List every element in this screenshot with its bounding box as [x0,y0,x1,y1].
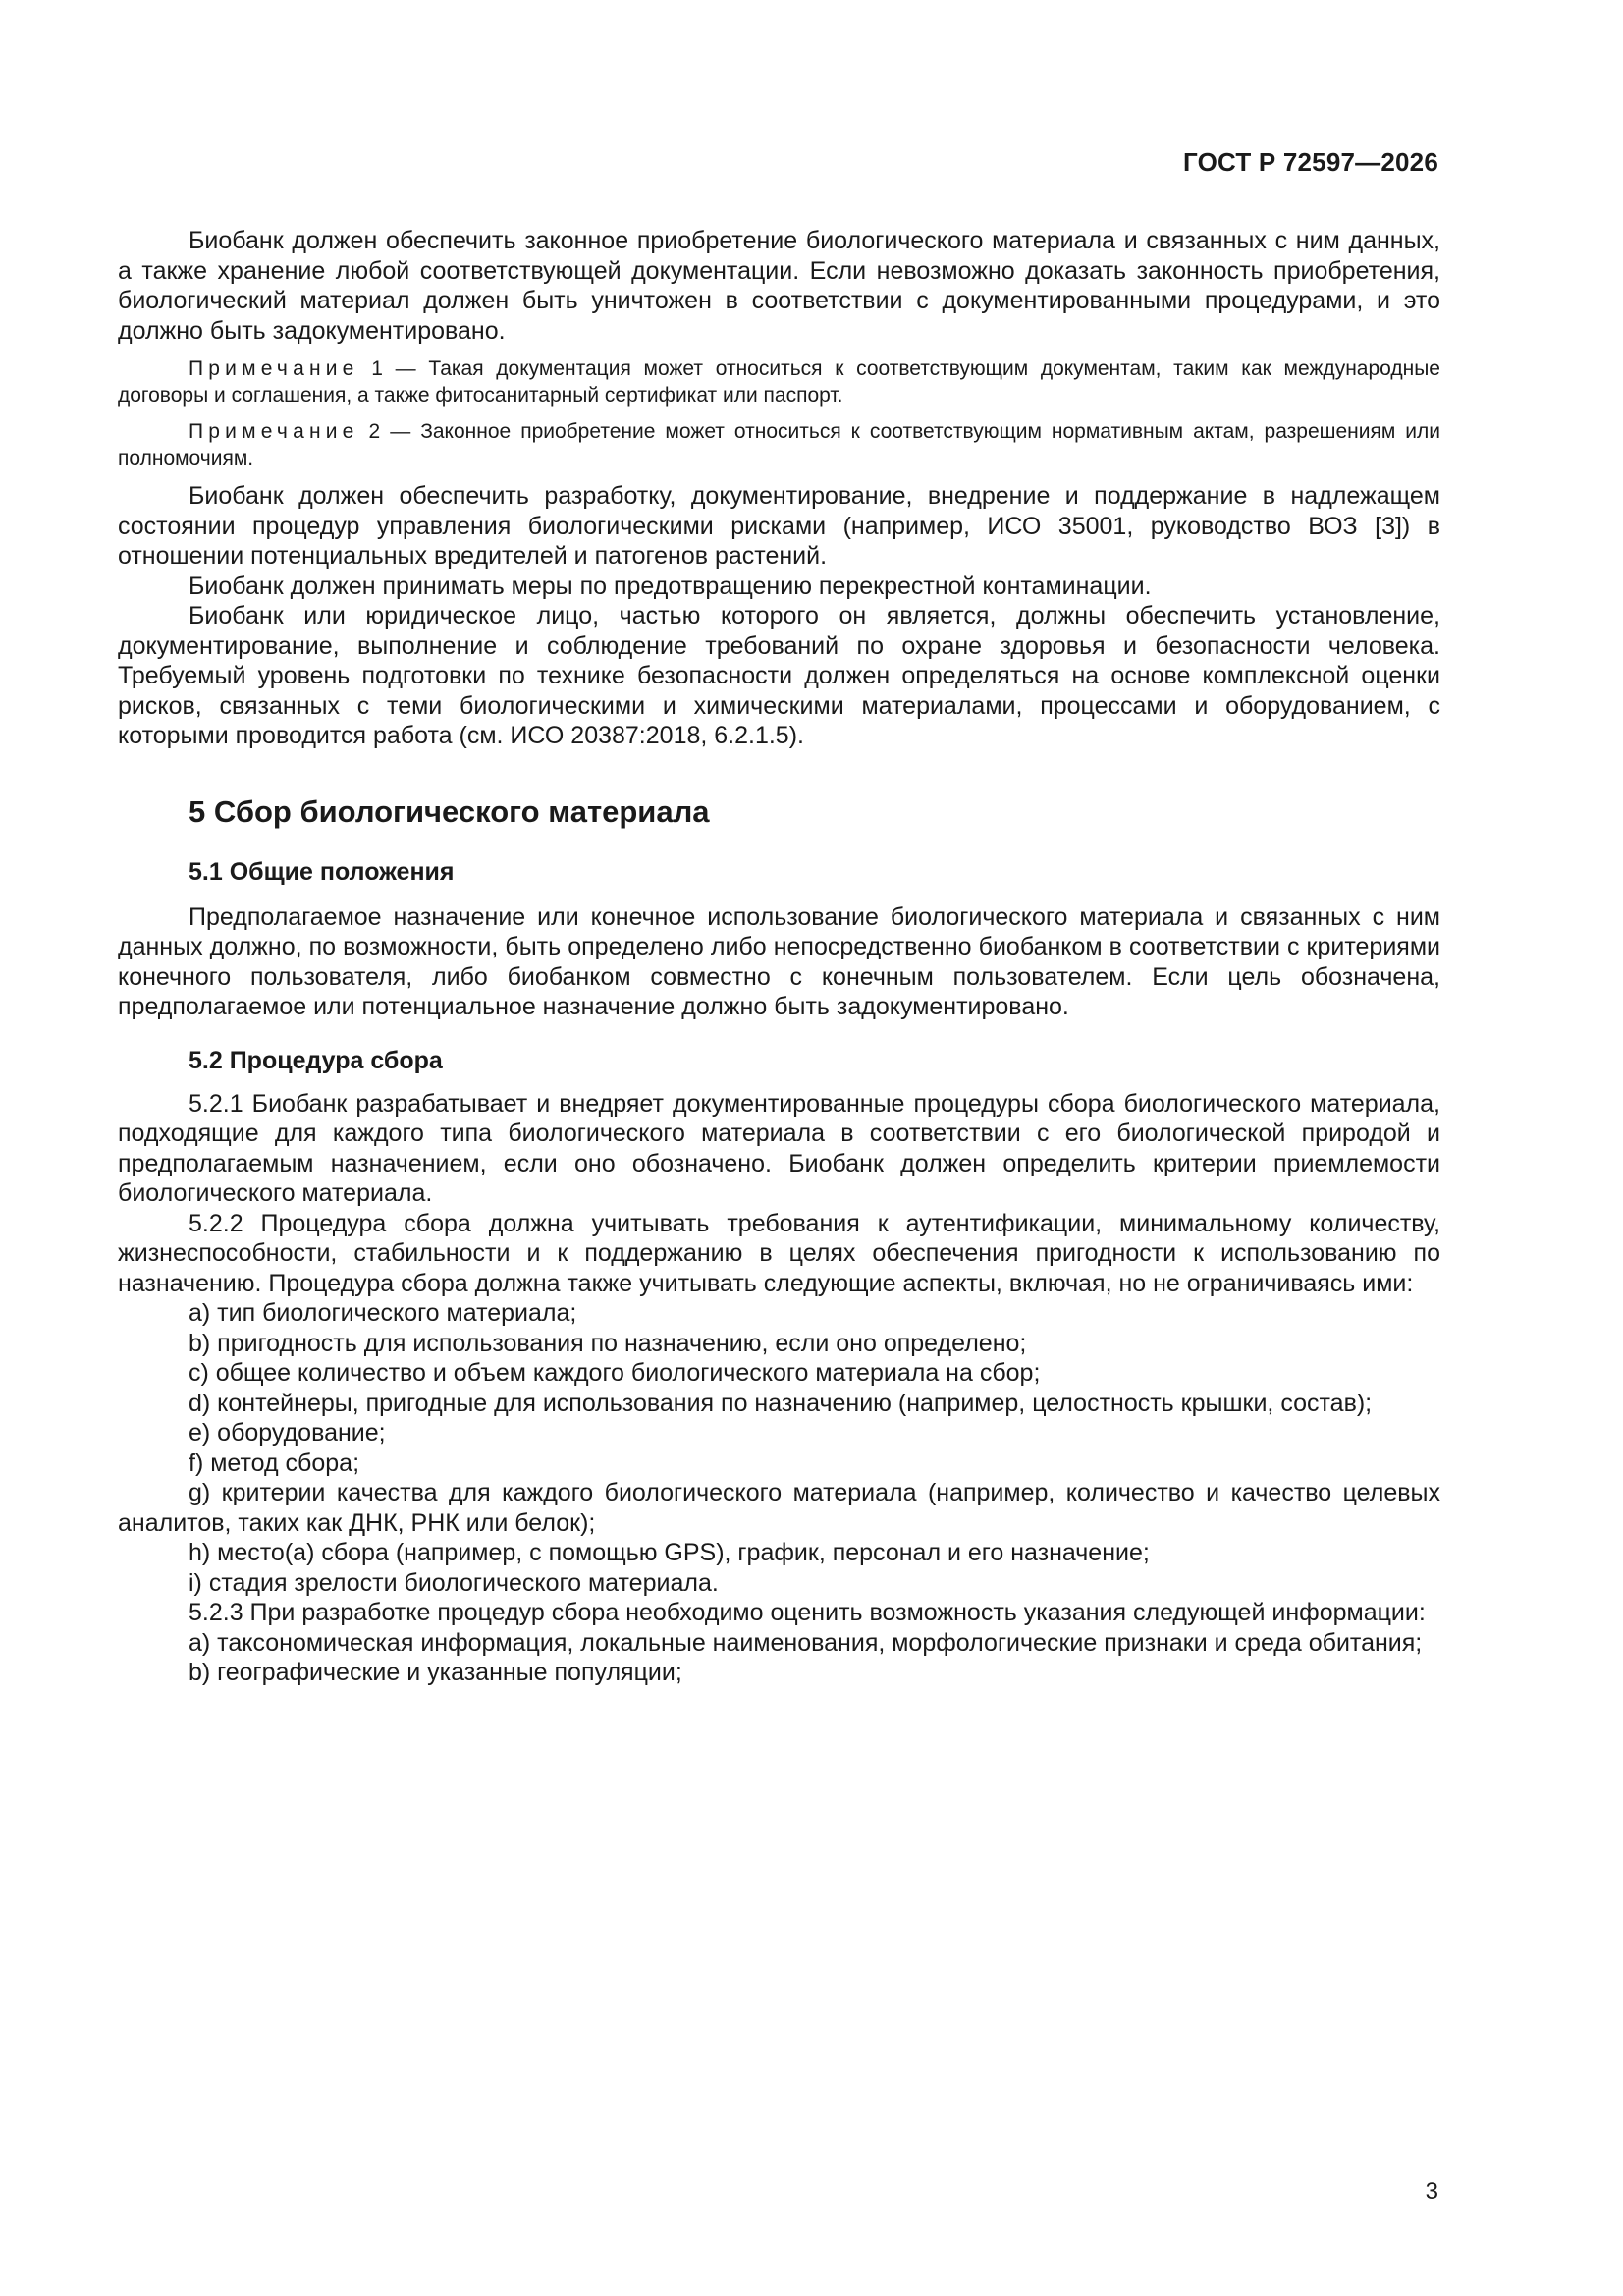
list-item: i) стадия зрелости биологического материала. [189,1568,719,1597]
paragraph-biorisk: Биобанк должен обеспечить разработку, документирование, внедрение и поддержание в надлежащем состоянии процедур управления биологическими рисками (например, ИСО 35001, руководство ВОЗ [3]) в отношении потенциальных вредителей и патогенов растений. [118,482,1440,570]
note-label: Примечание [189,357,359,380]
note-label: Примечание [189,420,359,443]
section-5-1-text: Предполагаемое назначение или конечное использование биологического материала и связанных с ним данных должно, по возможности, быть определено либо непосредственно биобанком в соответствии с критериями конечного пользователя, либо биобанком совместно с конечным пользователем. Если цель обозначена, предполагаемое или потенциальное назначение должно быть задокументировано. [118,902,1440,1020]
list-item: f) метод сбора; [189,1449,360,1477]
note-text: 2 — Законное приобретение может относиться к соответствующим нормативным актам, разрешениям или полномочиям. [118,420,1440,469]
list-item: c) общее количество и объем каждого биологического материала на сбор; [189,1359,1041,1387]
paragraph-legal-acquisition: Биобанк должен обеспечить законное приобретение биологического материала и связанных с ним данных, а также хранение любой соответствующей документации. Если невозможно доказать законность приобретения, биологический материал должен быть уничтожен в соответствии с документированными процедурами, и это должно быть задокументировано. [118,227,1440,345]
list-item: g) критерии качества для каждого биологического материала (например, количество и качество целевых аналитов, таких как ДНК, РНК или белок); [118,1479,1440,1537]
paragraph-contamination: Биобанк должен принимать меры по предотвращению перекрестной контаминации. [189,572,1152,600]
section-5-2-title: 5.2 Процедура сбора [189,1046,443,1074]
list-item: a) таксономическая информация, локальные наименования, морфологические признаки и среда обитания; [189,1628,1423,1657]
section-5-1-title: 5.1 Общие положения [189,857,455,886]
section-5-2-2: 5.2.2 Процедура сбора должна учитывать требования к аутентификации, минимальному количеству, жизнеспособности, стабильности и к поддержанию в целях обеспечения пригодности к использованию по назначению. Процедура сбора должна также учитывать следующие аспекты, включая, но не ограничиваясь ими: [118,1209,1440,1297]
document-code: ГОСТ Р 72597—2026 [1183,147,1438,177]
section-5-2-1: 5.2.1 Биобанк разрабатывает и внедряет документированные процедуры сбора биологического материала, подходящие для каждого типа биологического материала в соответствии с его биологической природой и предполагаемым назначением, если оно обозначено. Биобанк должен определить критерии приемлемости биологического материала. [118,1089,1440,1207]
list-item: b) географические и указанные популяции; [189,1659,682,1686]
list-item: d) контейнеры, пригодные для использования по назначению (например, целостность крышки, состав); [189,1389,1373,1417]
section-5-title: 5 Сбор биологического материала [189,793,710,829]
list-item: h) место(а) сбора (например, с помощью GPS), график, персонал и его назначение; [189,1539,1150,1566]
page-content [118,226,1440,1688]
list-item: a) тип биологического материала; [189,1299,577,1327]
page-number: 3 [1425,2178,1438,2205]
list-item: b) пригодность для использования по назначению, если оно определено; [189,1329,1027,1357]
section-5-2-3: 5.2.3 При разработке процедур сбора необходимо оценить возможность указания следующей информации: [189,1599,1426,1626]
note-1 [118,355,1440,409]
note-text: 1 — Такая документация может относиться к соответствующим документам, таким как международные договоры и соглашения, а также фитосанитарный сертификат или паспорт. [118,357,1440,407]
list-item: e) оборудование; [189,1419,386,1447]
paragraph-health-safety: Биобанк или юридическое лицо, частью которого он является, должны обеспечить установление, документирование, выполнение и соблюдение требований по охране здоровья и безопасности человека. Требуемый уровень подготовки по технике безопасности должен определяться на основе комплексной оценки рисков, связанных с теми биологическими и химическими материалами, процессами и оборудованием, с которыми проводится работа (см. ИСО 20387:2018, 6.2.1.5). [118,602,1440,749]
note-2 [118,418,1440,471]
